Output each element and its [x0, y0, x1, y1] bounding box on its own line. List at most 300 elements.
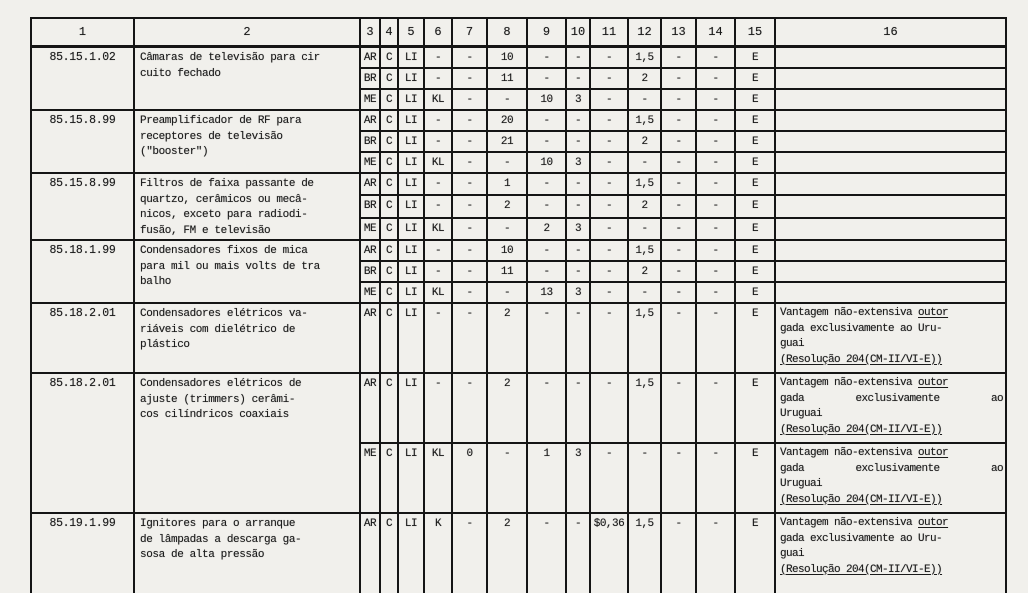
data-cell: C: [380, 282, 398, 303]
note-line: Vantagem não-extensiva outor: [780, 517, 949, 529]
data-cell: -: [590, 131, 628, 152]
data-cell: 21: [487, 131, 527, 152]
data-cell: -: [661, 68, 696, 89]
data-cell: -: [661, 173, 696, 195]
data-cell: -: [452, 261, 487, 282]
data-cell: C: [380, 110, 398, 131]
data-cell: E: [735, 513, 775, 593]
note-cell: [775, 152, 1006, 173]
data-cell: -: [527, 373, 566, 443]
column-header-10: 10: [566, 18, 590, 47]
data-cell: -: [590, 173, 628, 195]
column-header-14: 14: [696, 18, 735, 47]
data-cell: -: [487, 282, 527, 303]
data-cell: -: [590, 47, 628, 69]
data-cell: -: [696, 513, 735, 593]
data-cell: 1,5: [628, 240, 661, 261]
note-cell: [775, 261, 1006, 282]
data-cell: LI: [398, 89, 424, 110]
table-row: [31, 110, 1006, 131]
data-cell: LI: [398, 513, 424, 593]
note-line: (Resolução 204(CM-II/VI-E)): [780, 493, 943, 506]
column-header-5: 5: [398, 18, 424, 47]
data-cell: -: [424, 131, 452, 152]
note-cell: [775, 195, 1006, 217]
description-line: balho: [140, 276, 172, 288]
data-cell: -: [696, 195, 735, 217]
data-cell: -: [424, 373, 452, 443]
data-cell: -: [452, 218, 487, 240]
data-cell: -: [452, 303, 487, 373]
column-header-2: 2: [134, 18, 360, 47]
data-cell: -: [696, 303, 735, 373]
note-cell: [775, 110, 1006, 131]
data-cell: 1,5: [628, 373, 661, 443]
column-header-12: 12: [628, 18, 661, 47]
data-cell: BR: [360, 195, 380, 217]
data-cell: -: [590, 68, 628, 89]
data-cell: -: [661, 131, 696, 152]
data-cell: AR: [360, 47, 380, 69]
data-cell: 2: [487, 303, 527, 373]
description-line: sosa de alta pressão: [140, 549, 265, 561]
data-cell: -: [527, 195, 566, 217]
data-cell: -: [696, 240, 735, 261]
data-cell: -: [424, 47, 452, 69]
code-cell: 85.18.1.99: [31, 240, 134, 303]
data-cell: E: [735, 152, 775, 173]
data-cell: 2: [527, 218, 566, 240]
data-cell: -: [566, 303, 590, 373]
data-cell: KL: [424, 89, 452, 110]
description-line: cos cilíndricos coaxiais: [140, 409, 289, 421]
data-cell: ME: [360, 282, 380, 303]
data-cell: -: [566, 131, 590, 152]
note-cell: [775, 443, 1006, 513]
data-cell: 3: [566, 282, 590, 303]
table-header: [31, 18, 1006, 47]
description-line: Câmaras de televisão para cir: [140, 52, 320, 64]
description-cell: [134, 373, 360, 513]
data-cell: -: [661, 443, 696, 513]
data-cell: E: [735, 282, 775, 303]
data-cell: LI: [398, 152, 424, 173]
data-cell: C: [380, 443, 398, 513]
data-cell: 2: [487, 513, 527, 593]
data-cell: -: [696, 68, 735, 89]
table-row: [31, 373, 1006, 443]
data-cell: -: [566, 261, 590, 282]
data-cell: -: [628, 152, 661, 173]
data-cell: -: [696, 373, 735, 443]
note-cell: [775, 373, 1006, 443]
data-cell: C: [380, 240, 398, 261]
description-line: Condensadores elétricos va-: [140, 308, 308, 320]
column-header-8: 8: [487, 18, 527, 47]
data-cell: -: [452, 47, 487, 69]
data-cell: KL: [424, 282, 452, 303]
data-cell: -: [452, 152, 487, 173]
data-cell: E: [735, 373, 775, 443]
data-cell: C: [380, 47, 398, 69]
data-cell: -: [590, 218, 628, 240]
table-row: [31, 173, 1006, 195]
data-cell: -: [628, 282, 661, 303]
data-cell: C: [380, 513, 398, 593]
data-cell: -: [661, 47, 696, 69]
data-cell: C: [380, 261, 398, 282]
data-cell: AR: [360, 303, 380, 373]
table-body: [31, 47, 1006, 593]
data-cell: 11: [487, 261, 527, 282]
data-cell: -: [661, 373, 696, 443]
data-cell: -: [452, 373, 487, 443]
underlined-fragment: outor: [918, 517, 949, 529]
description-line: cuito fechado: [140, 67, 221, 80]
data-cell: KL: [424, 218, 452, 240]
data-cell: -: [527, 303, 566, 373]
data-cell: -: [628, 443, 661, 513]
data-cell: -: [696, 218, 735, 240]
data-cell: 2: [628, 131, 661, 152]
data-cell: -: [452, 68, 487, 89]
data-cell: -: [527, 68, 566, 89]
data-cell: C: [380, 195, 398, 217]
data-cell: -: [590, 110, 628, 131]
data-cell: -: [424, 173, 452, 195]
data-cell: 2: [487, 373, 527, 443]
data-cell: 1,5: [628, 173, 661, 195]
code-cell: 85.19.1.99: [31, 513, 134, 593]
underlined-fragment: outor: [918, 377, 949, 389]
description-line: Condensadores fixos de mica: [140, 245, 308, 257]
data-cell: -: [628, 218, 661, 240]
data-cell: -: [590, 373, 628, 443]
data-cell: -: [590, 152, 628, 173]
description-line: Condensadores elétricos de: [140, 378, 302, 390]
data-cell: -: [661, 261, 696, 282]
data-cell: E: [735, 443, 775, 513]
data-cell: 1,5: [628, 47, 661, 69]
data-cell: -: [424, 240, 452, 261]
header-row: [31, 18, 1006, 47]
data-cell: 3: [566, 218, 590, 240]
data-cell: KL: [424, 443, 452, 513]
data-cell: LI: [398, 261, 424, 282]
data-cell: 10: [487, 47, 527, 69]
data-cell: E: [735, 218, 775, 240]
data-cell: -: [452, 173, 487, 195]
data-cell: -: [661, 195, 696, 217]
data-cell: 1,5: [628, 303, 661, 373]
column-header-3: 3: [360, 18, 380, 47]
data-cell: E: [735, 47, 775, 69]
data-cell: -: [452, 240, 487, 261]
data-cell: -: [590, 195, 628, 217]
data-cell: LI: [398, 282, 424, 303]
data-cell: LI: [398, 173, 424, 195]
data-cell: -: [487, 218, 527, 240]
data-cell: C: [380, 373, 398, 443]
data-cell: 3: [566, 443, 590, 513]
column-header-1: 1: [31, 18, 134, 47]
data-cell: -: [696, 261, 735, 282]
data-cell: 10: [527, 152, 566, 173]
data-cell: -: [452, 131, 487, 152]
note-line: gada exclusivamente ao Uru-: [780, 532, 943, 545]
data-cell: 1: [487, 173, 527, 195]
data-cell: -: [696, 443, 735, 513]
note-cell: [775, 513, 1006, 593]
data-cell: -: [452, 89, 487, 110]
description-line: nicos, exceto para radiodi-: [140, 209, 308, 221]
data-cell: -: [661, 240, 696, 261]
data-cell: AR: [360, 110, 380, 131]
note-cell: [775, 68, 1006, 89]
description-line: fusão, FM e televisão: [140, 224, 271, 237]
data-cell: -: [452, 282, 487, 303]
data-cell: -: [661, 282, 696, 303]
data-cell: -: [527, 110, 566, 131]
data-cell: E: [735, 89, 775, 110]
data-cell: -: [696, 47, 735, 69]
data-cell: -: [566, 195, 590, 217]
note-cell: [775, 173, 1006, 195]
data-cell: BR: [360, 131, 380, 152]
data-cell: -: [424, 303, 452, 373]
description-line: riáveis com dielétrico de: [140, 323, 296, 336]
data-cell: 11: [487, 68, 527, 89]
note-line: gada exclusivamente ao Uru-: [780, 322, 943, 335]
data-cell: ME: [360, 218, 380, 240]
data-cell: -: [424, 68, 452, 89]
data-cell: LI: [398, 303, 424, 373]
description-cell: [134, 47, 360, 111]
data-cell: 1,5: [628, 110, 661, 131]
data-cell: -: [590, 240, 628, 261]
note-line: Uruguai: [780, 478, 823, 490]
data-cell: -: [452, 110, 487, 131]
data-cell: 13: [527, 282, 566, 303]
code-cell: 85.18.2.01: [31, 303, 134, 373]
note-cell: [775, 282, 1006, 303]
column-header-11: 11: [590, 18, 628, 47]
data-cell: -: [566, 173, 590, 195]
data-cell: -: [527, 261, 566, 282]
data-cell: -: [487, 152, 527, 173]
data-cell: -: [661, 152, 696, 173]
note-line: Uruguai: [780, 408, 823, 420]
description-line: quartzo, cerâmicos ou mecâ-: [140, 193, 308, 206]
table-row: [31, 303, 1006, 373]
description-cell: [134, 303, 360, 373]
description-line: plástico: [140, 339, 190, 351]
data-cell: C: [380, 68, 398, 89]
table-row: [31, 47, 1006, 69]
column-header-6: 6: [424, 18, 452, 47]
note-cell: [775, 303, 1006, 373]
underlined-fragment: outor: [918, 307, 949, 319]
document-page: [0, 17, 1028, 593]
data-cell: -: [452, 513, 487, 593]
data-cell: -: [590, 282, 628, 303]
note-cell: [775, 47, 1006, 69]
data-cell: -: [487, 89, 527, 110]
note-line: gada exclusivamente ao: [780, 462, 1003, 475]
note-cell: [775, 89, 1006, 110]
data-cell: -: [661, 89, 696, 110]
data-cell: C: [380, 303, 398, 373]
data-cell: -: [424, 195, 452, 217]
data-cell: C: [380, 152, 398, 173]
underlined-fragment: outor: [918, 447, 949, 459]
data-cell: LI: [398, 443, 424, 513]
data-cell: LI: [398, 131, 424, 152]
data-cell: E: [735, 195, 775, 217]
data-cell: LI: [398, 373, 424, 443]
data-cell: C: [380, 173, 398, 195]
description-line: ("booster"): [140, 146, 209, 158]
data-cell: K: [424, 513, 452, 593]
data-cell: -: [696, 89, 735, 110]
note-line: Vantagem não-extensiva outor: [780, 447, 949, 459]
note-line: (Resolução 204(CM-II/VI-E)): [780, 423, 943, 436]
data-cell: -: [487, 443, 527, 513]
description-line: ajuste (trimmers) cerâmi-: [140, 393, 296, 406]
note-line: guai: [780, 548, 805, 560]
data-cell: 2: [628, 261, 661, 282]
data-cell: AR: [360, 513, 380, 593]
note-line: guai: [780, 338, 805, 350]
note-cell: [775, 240, 1006, 261]
data-cell: BR: [360, 261, 380, 282]
data-cell: -: [590, 261, 628, 282]
column-header-16: 16: [775, 18, 1006, 47]
data-cell: -: [527, 47, 566, 69]
note-line: gada exclusivamente ao: [780, 392, 1003, 405]
data-cell: -: [590, 89, 628, 110]
data-cell: LI: [398, 218, 424, 240]
description-cell: [134, 110, 360, 173]
data-cell: 1: [527, 443, 566, 513]
data-cell: -: [696, 173, 735, 195]
data-cell: 20: [487, 110, 527, 131]
code-cell: 85.15.1.02: [31, 47, 134, 111]
data-cell: E: [735, 261, 775, 282]
data-cell: 1,5: [628, 513, 661, 593]
data-cell: AR: [360, 373, 380, 443]
data-cell: -: [566, 68, 590, 89]
data-cell: -: [424, 110, 452, 131]
description-line: Filtros de faixa passante de: [140, 178, 314, 190]
data-cell: -: [424, 261, 452, 282]
data-cell: AR: [360, 240, 380, 261]
data-cell: -: [696, 110, 735, 131]
data-cell: 3: [566, 152, 590, 173]
code-cell: 85.18.2.01: [31, 373, 134, 513]
description-line: Ignitores para o arranque: [140, 518, 296, 530]
description-line: Preamplificador de RF para: [140, 115, 302, 127]
data-cell: -: [696, 131, 735, 152]
data-cell: 0: [452, 443, 487, 513]
data-cell: LI: [398, 110, 424, 131]
data-cell: 3: [566, 89, 590, 110]
data-cell: E: [735, 303, 775, 373]
note-line: (Resolução 204(CM-II/VI-E)): [780, 563, 943, 576]
data-cell: -: [566, 47, 590, 69]
table-row: [31, 240, 1006, 261]
note-cell: [775, 218, 1006, 240]
data-cell: LI: [398, 195, 424, 217]
data-cell: LI: [398, 47, 424, 69]
code-cell: 85.15.8.99: [31, 173, 134, 240]
data-cell: 10: [487, 240, 527, 261]
data-cell: -: [661, 303, 696, 373]
data-cell: -: [527, 240, 566, 261]
data-cell: E: [735, 173, 775, 195]
tariff-concessions-table: [30, 17, 1007, 593]
data-cell: C: [380, 89, 398, 110]
data-cell: -: [696, 282, 735, 303]
note-line: Vantagem não-extensiva outor: [780, 377, 949, 389]
data-cell: LI: [398, 68, 424, 89]
data-cell: E: [735, 131, 775, 152]
column-header-4: 4: [380, 18, 398, 47]
note-cell: [775, 131, 1006, 152]
data-cell: -: [527, 173, 566, 195]
data-cell: -: [661, 110, 696, 131]
description-cell: [134, 240, 360, 303]
data-cell: -: [566, 373, 590, 443]
description-line: para mil ou mais volts de tra: [140, 260, 320, 273]
column-header-7: 7: [452, 18, 487, 47]
data-cell: E: [735, 240, 775, 261]
data-cell: 10: [527, 89, 566, 110]
data-cell: E: [735, 110, 775, 131]
data-cell: LI: [398, 240, 424, 261]
data-cell: 2: [628, 68, 661, 89]
data-cell: ME: [360, 152, 380, 173]
data-cell: -: [661, 513, 696, 593]
data-cell: KL: [424, 152, 452, 173]
description-cell: [134, 513, 360, 593]
column-header-15: 15: [735, 18, 775, 47]
data-cell: -: [452, 195, 487, 217]
data-cell: -: [590, 443, 628, 513]
data-cell: -: [628, 89, 661, 110]
description-cell: [134, 173, 360, 240]
data-cell: 2: [487, 195, 527, 217]
data-cell: C: [380, 218, 398, 240]
data-cell: BR: [360, 68, 380, 89]
description-line: de lâmpadas a descarga ga-: [140, 533, 302, 546]
note-line: Vantagem não-extensiva outor: [780, 307, 949, 319]
data-cell: ME: [360, 89, 380, 110]
data-cell: -: [696, 152, 735, 173]
data-cell: -: [661, 218, 696, 240]
table-row: [31, 513, 1006, 593]
column-header-13: 13: [661, 18, 696, 47]
column-header-9: 9: [527, 18, 566, 47]
data-cell: -: [566, 110, 590, 131]
note-line: (Resolução 204(CM-II/VI-E)): [780, 353, 943, 366]
data-cell: -: [527, 131, 566, 152]
data-cell: -: [590, 303, 628, 373]
data-cell: E: [735, 68, 775, 89]
data-cell: ME: [360, 443, 380, 513]
data-cell: AR: [360, 173, 380, 195]
data-cell: C: [380, 131, 398, 152]
